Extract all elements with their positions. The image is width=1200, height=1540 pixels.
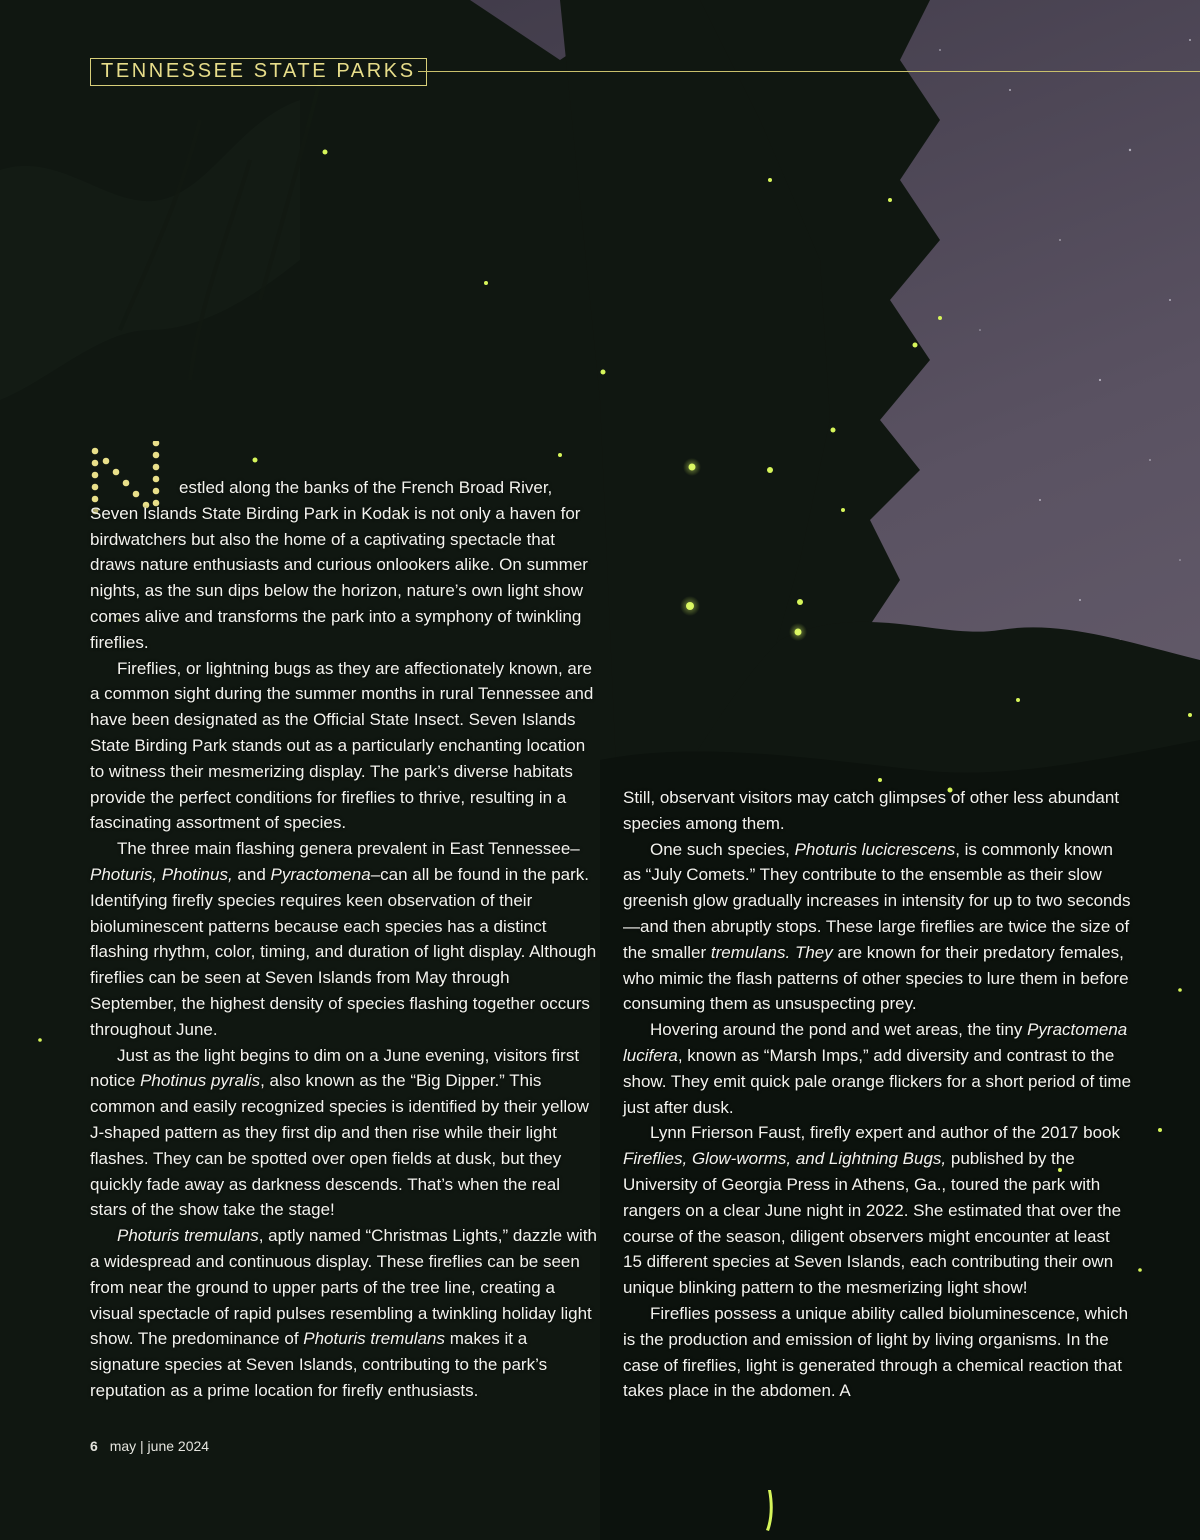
text-run: Just as the light begins to dim on a June evening, visitors first notice <box>90 1045 580 1091</box>
species-name: Pyractomena <box>270 864 371 884</box>
text-run: are known for their predatory females, who mimic the flash patterns of other species to lure them in before consuming them as unsuspecting prey. <box>623 942 1129 1014</box>
article-paragraph <box>623 1017 1133 1120</box>
text-run: and <box>232 864 271 884</box>
text-run: Still, observant visitors may catch glimpses of other less abundant species among them. <box>623 788 1120 833</box>
text-run: published by the University of Georgia Press in Athens, Ga., toured the park with rangers on a clear June night in 2022. She estimated that over the course of the season, diligent observers might encounter at least 15 different species at Seven Islands, each contributing their own unique blinking pattern to the mesmerizing light show! <box>623 1149 1122 1298</box>
text-run: , aptly named “Christmas Lights,” dazzle with a widespread and continuous display. These fireflies can be seen from near the ground to upper parts of the tree line, creating a visual spectacle of rapid pulses resembling a twinkling holiday light show. The predominance of <box>90 1226 597 1349</box>
article-column-left <box>90 475 600 1404</box>
species-name: Photuris lucicrescens <box>794 839 956 859</box>
page-number: 6 <box>90 1438 98 1454</box>
article-paragraph <box>90 836 600 1042</box>
species-name: tremulans. They <box>710 942 833 962</box>
article-paragraph <box>90 656 600 837</box>
text-run: Fireflies possess a unique ability called bioluminescence, which is the production and emission of light by living organisms. In the case of fireflies, light is generated through a chemical reaction that takes place in the abdomen. A <box>623 1303 1129 1401</box>
text-run: , known as “Marsh Imps,” add diversity and contrast to the show. They emit quick pale orange flickers for a short period of time just after dusk. <box>623 1045 1132 1117</box>
article-body-left <box>90 475 600 1404</box>
species-name: Pyractomena lucifera <box>623 1020 1128 1065</box>
text-run: One such species, <box>650 839 795 859</box>
species-name: Fireflies, Glow-worms, and Lightning Bugs, <box>623 1149 947 1169</box>
article-body-right <box>623 785 1133 1404</box>
species-name: Photinus pyralis <box>140 1071 261 1091</box>
article-paragraph <box>90 1223 600 1404</box>
article-paragraph <box>90 1043 600 1224</box>
dropcap-n-dots-icon <box>90 441 176 497</box>
section-header: TENNESSEE STATE PARKS <box>90 58 427 86</box>
text-run: Lynn Frierson Faust, firefly expert and author of the 2017 book <box>650 1123 1120 1143</box>
article-paragraph <box>90 475 600 656</box>
text-run: , also known as the “Big Dipper.” This common and easily recognized species is identified by their yellow J-shaped pattern as they first dip and then rise while their light flashes. They can be spotted over open fields at dusk, but they quickly fade away as darkness descends. That’s when the real stars of the show take the stage! <box>90 1071 589 1220</box>
page-footer <box>90 1438 209 1454</box>
issue-date: may | june 2024 <box>109 1438 210 1454</box>
species-name: Photuris tremulans <box>303 1329 445 1349</box>
text-run: Hovering around the pond and wet areas, the tiny <box>650 1020 1028 1040</box>
article-paragraph <box>623 785 1133 837</box>
article-paragraph <box>623 1301 1133 1404</box>
text-run: The three main flashing genera prevalent in East Tennessee– <box>117 839 580 859</box>
header-rule <box>418 71 1200 72</box>
species-name: Photuris tremulans <box>117 1226 259 1246</box>
article-paragraph <box>623 1120 1133 1301</box>
text-run: –can all be found in the park. Identifying firefly species requires keen observation of their bioluminescent patterns because each species has a distinct flashing rhythm, color, timing, and duration of light display. Although fireflies can be seen at Seven Islands from May through September, the highest density of species flashing together occurs throughout June. <box>90 864 597 1039</box>
article-column-right <box>623 785 1133 1404</box>
text-run: makes it a signature species at Seven Islands, contributing to the park’s reputation as a prime location for firefly enthusiasts. <box>90 1329 548 1400</box>
article-paragraph <box>623 837 1133 1018</box>
species-name: Photuris, Photinus, <box>90 864 233 884</box>
text-run: Fireflies, or lightning bugs as they are affectionately known, are a common sight during the summer months in rural Tennessee and have been designated as the Official State Insect. Seven Islands State Birding Park stands out as a particularly enchanting location to witness their mesmerizing display. The park’s diverse habitats provide the perfect conditions for fireflies to thrive, resulting in a fascinating assortment of species. <box>90 658 594 833</box>
text-run: , is commonly known as “July Comets.” They contribute to the ensemble as their slow greenish glow gradually increases in intensity for up to two seconds—and then abruptly stops. These large fireflies are twice the size of the smaller <box>623 839 1131 962</box>
text-run: estled along the banks of the French Broad River, Seven Islands State Birding Park in Kodak is not only a haven for birdwatchers but also the home of a captivating spectacle that draws nature enthusiasts and curious onlookers alike. On summer nights, as the sun dips below the horizon, nature’s own light show comes alive and transforms the park into a symphony of twinkling fireflies. <box>90 478 588 652</box>
